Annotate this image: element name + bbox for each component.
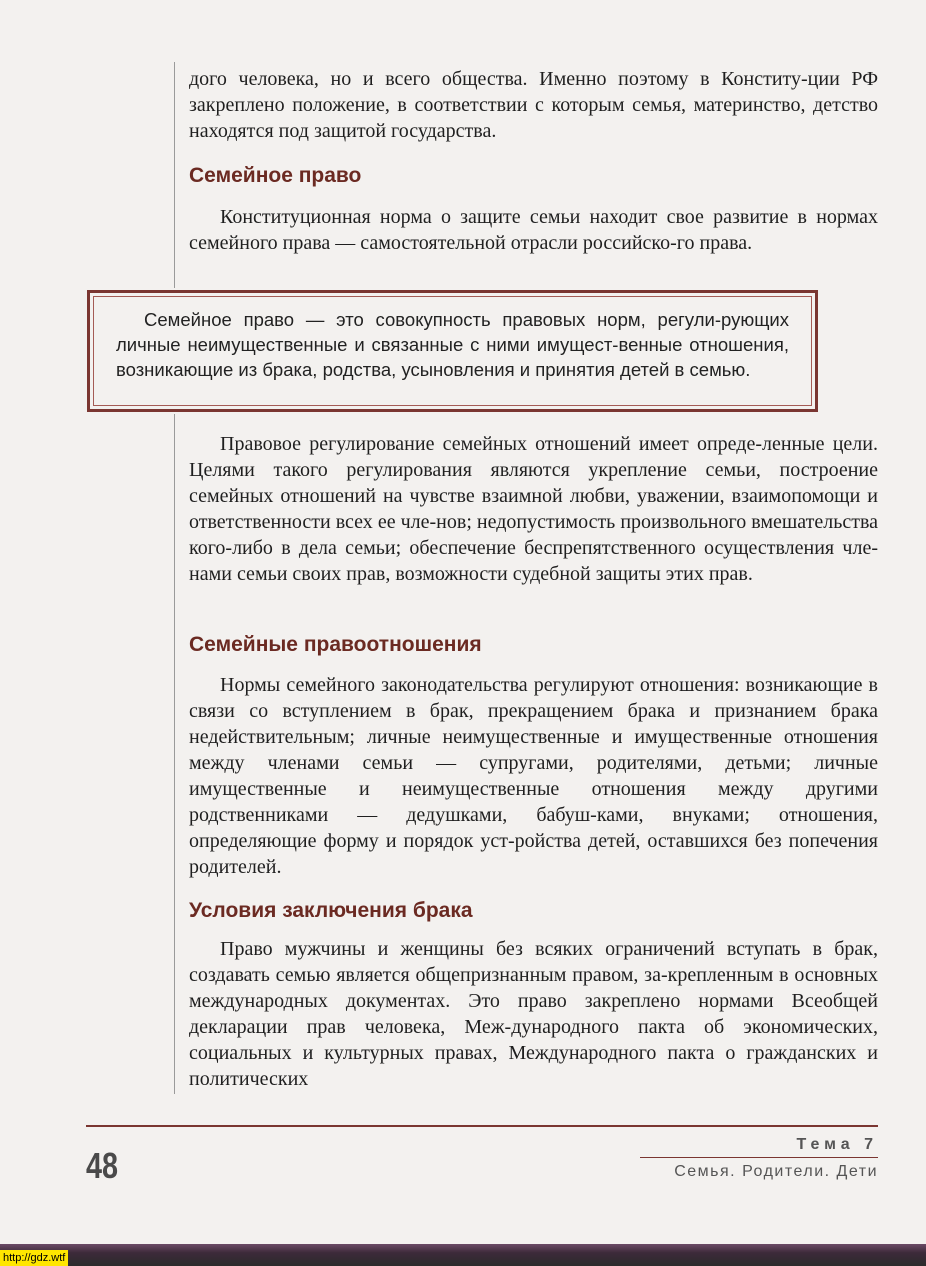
heading-family-law: Семейное право	[189, 164, 362, 187]
topic-title: Семья. Родители. Дети	[674, 1163, 878, 1180]
page-number: 48	[86, 1145, 119, 1186]
watermark-link[interactable]: http://gdz.wtf	[0, 1250, 68, 1266]
margin-rule-top	[174, 62, 175, 288]
definition-text: Семейное право — это совокупность правовых норм, регули-рующих личные неимущественные и связанные с ними имущест-венные отношения, возникающие из брака, родства, усыновления и принятия детей в семью.	[116, 309, 789, 380]
definition-box	[87, 290, 818, 412]
paragraph-relations: Нормы семейного законодательства регулируют отношения: возникающие в связи со вступлением в брак, прекращением брака и признанием брака недействительным; личные неимущественные и имущественные отношения между членами семьи — супругами, родителями, детьми; личные имущественные и неимущественные отношения между другими родственниками — дедушками, бабуш-ками, внуками; отношения, определяющие форму и порядок уст-ройства детей, оставшихся без попечения родителей.	[189, 674, 878, 878]
paragraph-regulation: Правовое регулирование семейных отношений имеет опреде-ленные цели. Целями такого регулирования являются укрепление семьи, построение семейных отношений на чувстве взаимной любви, уважении, взаимопомощи и ответственности всех ее чле-нов; недопустимость произвольного вмешательства кого-либо в дела семьи; обеспечение беспрепятственного осуществления чле-нами семьи своих прав, возможности судебной защиты этих прав.	[189, 433, 878, 585]
page-bottom-edge	[0, 1244, 926, 1266]
definition-box-inner	[93, 296, 812, 406]
paragraph-intro: дого человека, но и всего общества. Именно поэтому в Конститу-ции РФ закреплено положение, в соответствии с которым семья, материнство, детство находятся под защитой государства.	[189, 68, 878, 142]
paragraph-marriage: Право мужчины и женщины без всяких ограничений вступать в брак, создавать семью является общепризнанным правом, за-крепленным в основных международных документах. Это право закреплено нормами Всеобщей декларации прав человека, Меж-дународного пакта об экономических, социальных и культурных правах, Международного пакта о гражданских и политических	[189, 938, 878, 1090]
topic-rule	[640, 1157, 878, 1158]
footer-rule	[86, 1125, 878, 1127]
margin-rule-bottom	[174, 414, 175, 1094]
paragraph-family-law: Конституционная норма о защите семьи находит свое развитие в нормах семейного права — самостоятельной отрасли российско-го права.	[189, 206, 878, 254]
heading-relations: Семейные правоотношения	[189, 633, 482, 656]
heading-marriage: Условия заключения брака	[189, 899, 473, 922]
topic-label: Тема 7	[796, 1136, 878, 1153]
